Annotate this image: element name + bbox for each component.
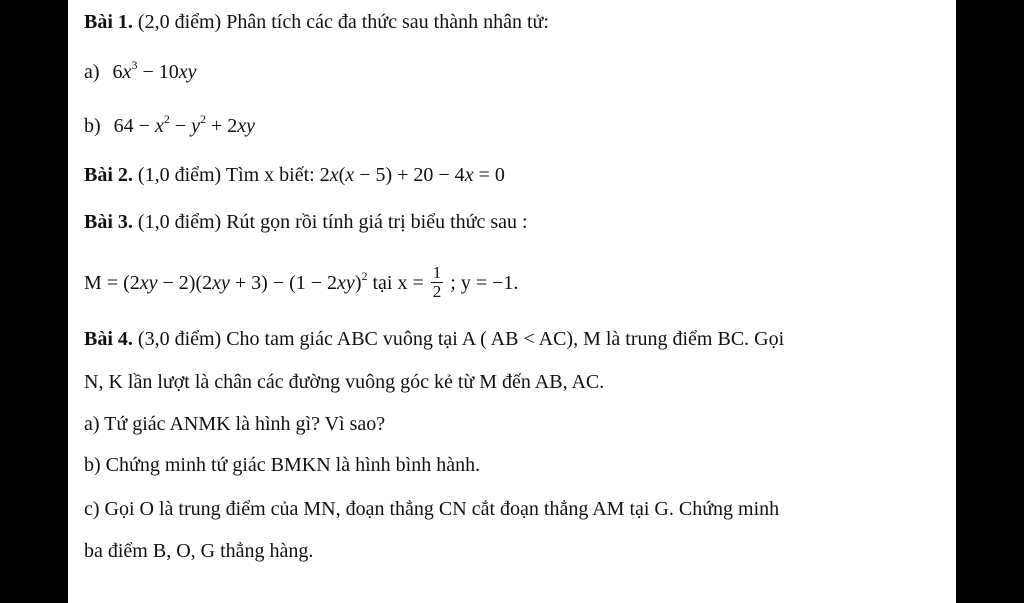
bai1-b-expression: $64 - x^2 - y^2 + 2xy$ — [113, 112, 256, 137]
bai1-part-b — [84, 114, 948, 138]
bai1-part-a — [84, 60, 948, 84]
bai4-line1: (3,0 điểm) Cho tam giác ABC vuông tại A ( AB < AC), M là trung điểm BC. Gọi — [137, 328, 785, 350]
bai1-b-label: b) — [84, 115, 101, 137]
bai4-part-c-line2: ba điểm B, O, G thẳng hàng. — [84, 540, 314, 562]
bai2-heading — [84, 163, 948, 187]
bai2-expression: 2x(x − 5) + 20 − 4x = 0 — [319, 164, 505, 186]
bai3-title: Bài 3. — [84, 211, 133, 233]
bai4-title: Bài 4. — [84, 328, 133, 350]
bai1-a-label: a) — [84, 61, 100, 83]
bai3-expression: $M = (2xy - 2)(2xy + 3) - (1 - 2xy)^2$ tại x = $\frac{1}{2}$ ; y = −1. — [84, 263, 519, 301]
bai2-text: (1,0 điểm) Tìm x biết: — [137, 164, 320, 186]
bai1-a-expression: $6x^3 - 10xy$ — [112, 58, 197, 83]
bai4-part-c-line1: c) Gọi O là trung điểm của MN, đoạn thẳng CN cắt đoạn thẳng AM tại G. Chứng minh — [84, 498, 780, 520]
bai1-heading — [84, 10, 948, 34]
bai3-heading — [84, 210, 948, 234]
bai4-heading — [84, 327, 948, 351]
bai3-text: (1,0 điểm) Rút gọn rồi tính giá trị biểu thức sau : — [137, 211, 528, 233]
bai4-part-a: a) Tứ giác ANMK là hình gì? Vì sao? — [84, 413, 386, 435]
fraction-one-half: $\frac{1}{2}$ — [432, 263, 442, 301]
bai4-part-b: b) Chứng minh tứ giác BMKN là hình bình hành. — [84, 454, 481, 476]
bai2-title: Bài 2. — [84, 164, 133, 186]
document-page — [68, 0, 956, 603]
bai1-score: (2,0 điểm) Phân tích các đa thức sau thành nhân tử: — [137, 11, 549, 33]
bai4-line2: N, K lần lượt là chân các đường vuông góc kẻ từ M đến AB, AC. — [84, 371, 605, 393]
bai1-title: Bài 1. — [84, 11, 133, 33]
